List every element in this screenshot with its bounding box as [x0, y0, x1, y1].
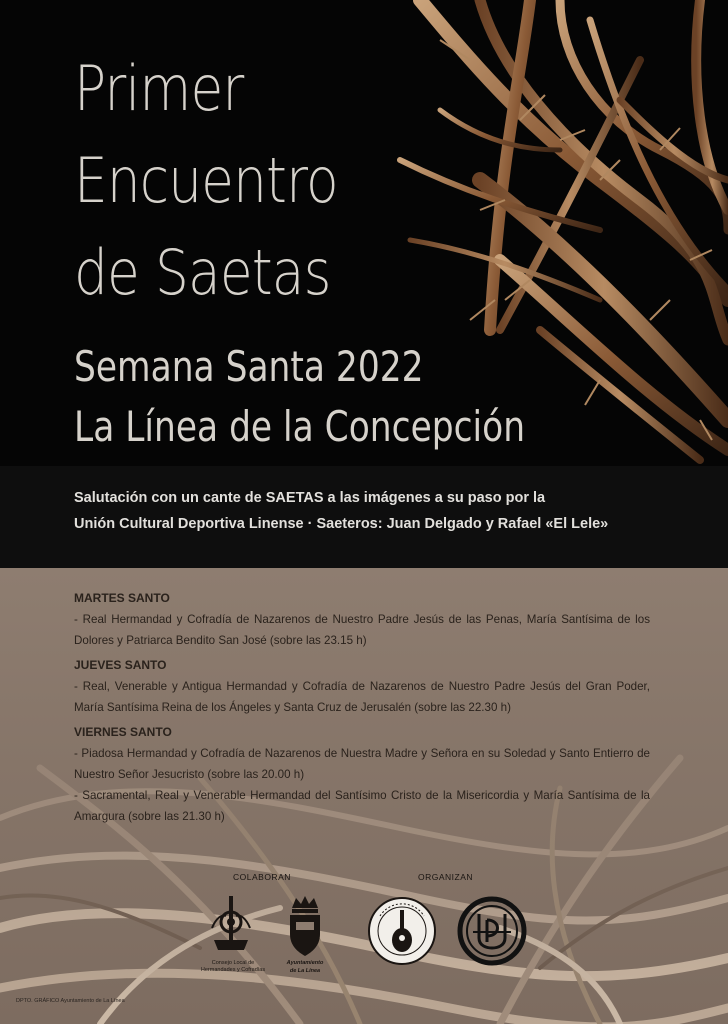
procession-entry: - Sacramental, Real y Venerable Hermandad del Santísimo Cristo de la Misericordia y María Santísima de la Amargura (sobre las 21.30 h) — [74, 789, 650, 823]
day-heading-jueves: JUEVES SANTO — [74, 658, 167, 672]
procession-entry: - Piadosa Hermandad y Cofradía de Nazarenos de Nuestra Madre y Señora en su Soledad y Santo Entierro de Nuestro Señor Jesucristo (sobre las 20.00 h) — [74, 747, 650, 781]
schedule-section — [0, 568, 728, 1024]
subtitle-line-1: Semana Santa 2022 — [74, 342, 424, 391]
title-line-1: Primer — [74, 52, 244, 125]
ayuntamiento-shield-icon — [286, 894, 324, 958]
day-heading-viernes: VIERNES SANTO — [74, 725, 172, 739]
schedule-list — [74, 588, 650, 827]
consejo-caption: Consejo Local de Hermandades y Cofradías — [200, 960, 266, 973]
colaboran-label: COLABORAN — [233, 872, 291, 882]
title-line-3: de Saetas — [74, 236, 331, 309]
ucdl-monogram-icon — [457, 896, 527, 966]
procession-entry: - Real, Venerable y Antigua Hermandad y Cofradía de Nazarenos de Nuestro Padre Jesús del Gran Poder, María Santísima Reina de los Ángeles y Santa Cruz de Jerusalén (sobre las 22.30 h) — [74, 680, 650, 714]
day-heading-martes: MARTES SANTO — [74, 591, 170, 605]
design-credit: DPTO. GRÁFICO Ayuntamiento de La Línea — [16, 998, 125, 1004]
ayuntamiento-caption-1: Ayuntamiento — [286, 960, 324, 966]
description-line-2: Unión Cultural Deportiva Linense · Saeteros: Juan Delgado y Rafael «El Lele» — [74, 516, 609, 532]
procession-entry: - Real Hermandad y Cofradía de Nazarenos de Nuestro Padre Jesús de las Penas, María Santísima de los Dolores y Patriarca Bendito San José (sobre las 23.15 h) — [74, 613, 650, 647]
consejo-emblem-icon — [206, 894, 256, 958]
header-section — [0, 0, 728, 468]
pena-flamenca-seal-icon — [368, 896, 436, 966]
title-line-2: Encuentro — [74, 144, 338, 217]
description-line-1: Salutación con un cante de SAETAS a las imágenes a su paso por la — [74, 490, 546, 506]
subtitle-line-2: La Línea de la Concepción — [74, 402, 526, 451]
organizan-label: ORGANIZAN — [418, 872, 474, 882]
description-band — [0, 466, 728, 568]
ayuntamiento-caption-2: de La Línea — [289, 968, 321, 974]
